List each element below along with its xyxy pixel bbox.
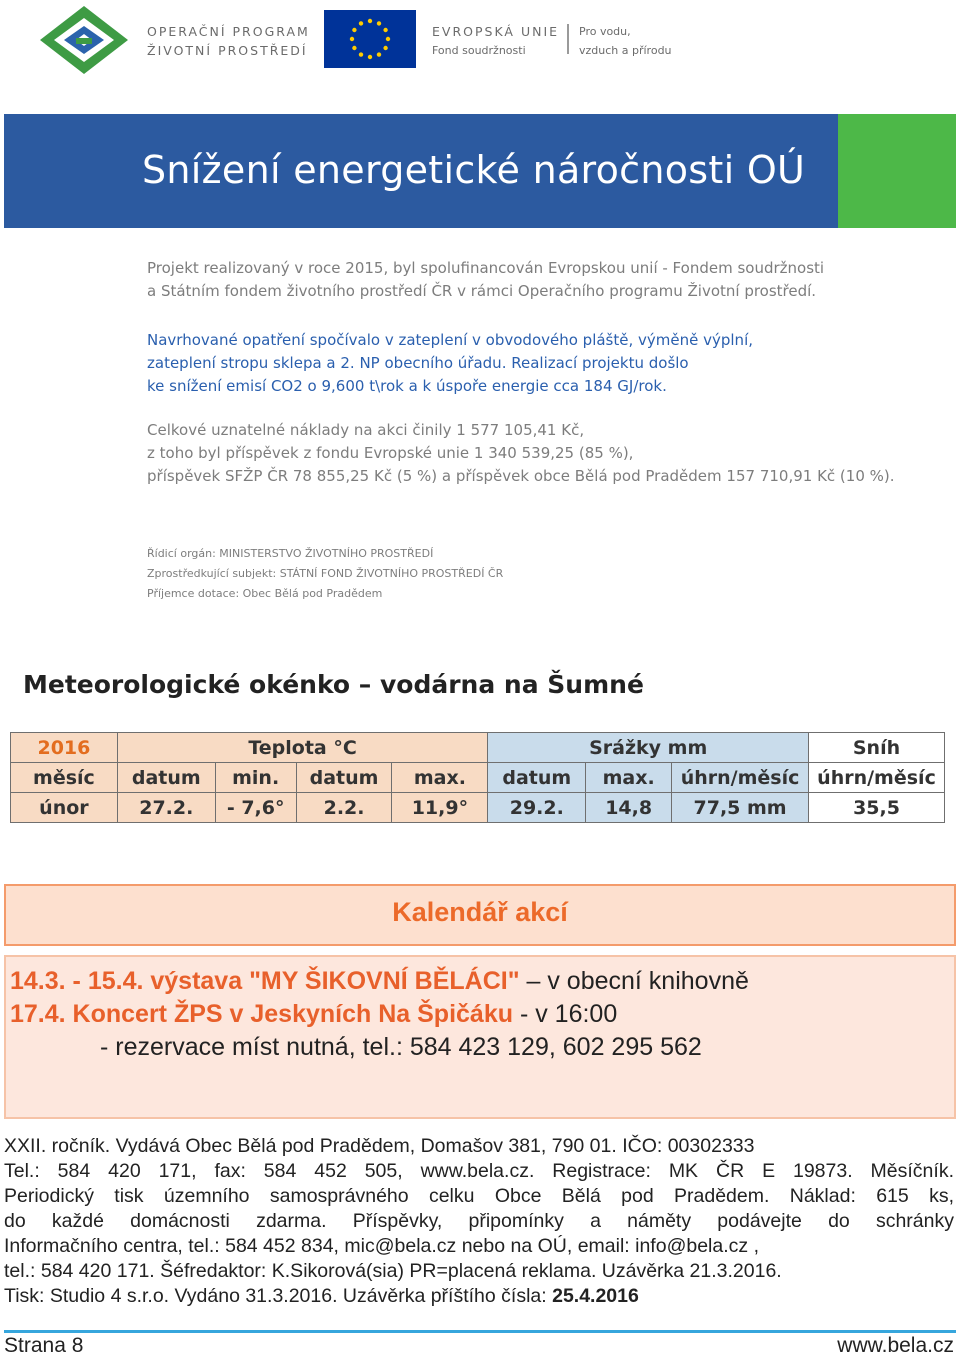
next-deadline: 25.4.2016: [552, 1285, 639, 1307]
program-name: [147, 22, 310, 60]
slogan-line-1: Pro vodu,: [579, 25, 631, 38]
meteo-col-month: měsíc: [11, 763, 118, 793]
page-number: Strana 8: [4, 1334, 84, 1355]
imprint-line-3: Periodický tisk územního samosprávného celku Obce Bělá pod Pradědem. Náklad: 615 ks,: [4, 1185, 954, 1207]
meteo-group-temperature: Teplota °C: [117, 733, 488, 763]
meteo-col-max-precip: max.: [586, 763, 672, 793]
event-exhibition: [10, 967, 749, 996]
meteo-col-date-max: datum: [296, 763, 392, 793]
meteo-cell-max: 11,9°: [392, 793, 488, 823]
project-costs-line-3: příspěvek SFŽP ČR 78 855,25 Kč (5 %) a příspěvek obce Bělá pod Pradědem 157 710,91 Kč (10 %).: [147, 467, 895, 485]
imprint-line-7: [4, 1284, 954, 1309]
meteo-year: 2016: [11, 733, 118, 763]
meteo-col-date-precip: datum: [488, 763, 586, 793]
calendar-title: Kalendář akcí: [392, 897, 568, 927]
imprint-print-info: Tisk: Studio 4 s.r.o. Vydáno 31.3.2016. Uzávěrka příštího čísla:: [4, 1285, 553, 1307]
meteo-cell-date-max: 2.2.: [296, 793, 392, 823]
project-measures-line-1: Navrhované opatření spočívalo v zateplení v obvodového pláště, výměně výplní,: [147, 331, 753, 349]
meteo-group-snow: Sníh: [809, 733, 945, 763]
calendar-header: [4, 884, 956, 946]
program-line-2: ŽIVOTNÍ PROSTŘEDÍ: [147, 43, 308, 58]
project-costs-line-1: Celkové uznatelné náklady na akci činily 1 577 105,41 Kč,: [147, 421, 585, 439]
logo-header: [0, 0, 960, 110]
meteo-title: Meteorologické okénko – vodárna na Šumné: [23, 670, 644, 699]
funding-line-1: Řídicí orgán: MINISTERSTVO ŽIVOTNÍHO PROSTŘEDÍ: [147, 547, 434, 560]
meteo-group-precipitation: Srážky mm: [488, 733, 809, 763]
project-measures: [147, 329, 927, 398]
event-concert-title: 17.4. Koncert ŽPS v Jeskyních Na Špičáku: [10, 1000, 514, 1028]
project-measures-line-3: ke snížení emisí CO2 o 9,600 t\rok a k úspoře energie cca 184 GJ/rok.: [147, 377, 667, 395]
project-intro-line-2: a Státním fondem životního prostředí ČR v rámci Operačního programu Životní prostředí.: [147, 282, 817, 300]
meteo-cell-date-min: 27.2.: [117, 793, 215, 823]
meteo-col-date-min: datum: [117, 763, 215, 793]
meteo-col-snow-total: úhrn/měsíc: [809, 763, 945, 793]
footer-divider: [4, 1330, 956, 1333]
header-divider: [567, 24, 569, 54]
project-intro: [147, 257, 927, 303]
eu-line-2: Fond soudržnosti: [432, 44, 526, 57]
meteo-group-row: [11, 733, 945, 763]
opzp-logo-icon: [36, 4, 132, 76]
event-concert: [10, 1000, 617, 1029]
funding-bodies: [147, 544, 503, 604]
meteo-data-row: [11, 793, 945, 823]
meteo-cell-date-precip: 29.2.: [488, 793, 586, 823]
imprint: [4, 1134, 954, 1309]
eu-flag-icon: [324, 10, 416, 68]
meteo-cell-month: únor: [11, 793, 118, 823]
imprint-line-6: tel.: 584 420 171. Šéfredaktor: K.Sikorová(sia) PR=placená reklama. Uzávěrka 21.3.2016.: [4, 1260, 782, 1282]
meteo-header-row: [11, 763, 945, 793]
program-line-1: OPERAČNÍ PROGRAM: [147, 24, 310, 39]
calendar-events: [4, 955, 956, 1119]
event-concert-note: - rezervace míst nutná, tel.: 584 423 129, 602 295 562: [100, 1033, 702, 1061]
imprint-line-2: Tel.: 584 420 171, fax: 584 452 505, www.bela.cz. Registrace: MK ČR E 19873. Měsíčník.: [4, 1160, 954, 1182]
slogan: [579, 22, 672, 60]
meteo-cell-min: - 7,6°: [215, 793, 296, 823]
project-measures-line-2: zateplení stropu sklepa a 2. NP obecního úřadu. Realizací projektu došlo: [147, 354, 689, 372]
project-costs-line-2: z toho byl příspěvek z fondu Evropské unie 1 340 539,25 (85 %),: [147, 444, 634, 462]
meteo-cell-precip-total: 77,5 mm: [672, 793, 809, 823]
project-costs: [147, 419, 927, 488]
meteo-col-max: max.: [392, 763, 488, 793]
banner-title: Snížení energetické náročnosti OÚ: [142, 148, 806, 192]
meteo-table: [10, 732, 945, 823]
funding-line-2: Zprostředkující subjekt: STÁTNÍ FOND ŽIVOTNÍHO PROSTŘEDÍ ČR: [147, 567, 504, 580]
website-link[interactable]: www.bela.cz: [837, 1334, 954, 1355]
funding-line-3: Příjemce dotace: Obec Bělá pod Pradědem: [147, 587, 383, 600]
event-exhibition-place: – v obecní knihovně: [519, 967, 749, 995]
meteo-col-min: min.: [215, 763, 296, 793]
project-intro-line-1: Projekt realizovaný v roce 2015, byl spolufinancován Evropskou unií - Fondem soudržnosti: [147, 259, 825, 277]
meteo-cell-max-precip: 14,8: [586, 793, 672, 823]
banner-green-block: [838, 114, 956, 228]
imprint-line-1: XXII. ročník. Vydává Obec Bělá pod Pradědem, Domašov 381, 790 01. IČO: 00302333: [4, 1135, 755, 1157]
eu-fund-name: [432, 22, 559, 60]
meteo-col-precip-total: úhrn/měsíc: [672, 763, 809, 793]
event-exhibition-title: 14.3. - 15.4. výstava "MY ŠIKOVNÍ BĚLÁCI": [10, 967, 520, 995]
meteo-cell-snow-total: 35,5: [809, 793, 945, 823]
eu-line-1: EVROPSKÁ UNIE: [432, 24, 560, 39]
imprint-line-5: Informačního centra, tel.: 584 452 834, mic@bela.cz nebo na OÚ, email: info@bela.cz ,: [4, 1235, 759, 1257]
imprint-line-4: do každé domácnosti zdarma. Příspěvky, připomínky a náměty podávejte do schránky: [4, 1210, 954, 1232]
event-concert-time: - v 16:00: [513, 1000, 618, 1028]
slogan-line-2: vzduch a přírodu: [579, 44, 672, 57]
